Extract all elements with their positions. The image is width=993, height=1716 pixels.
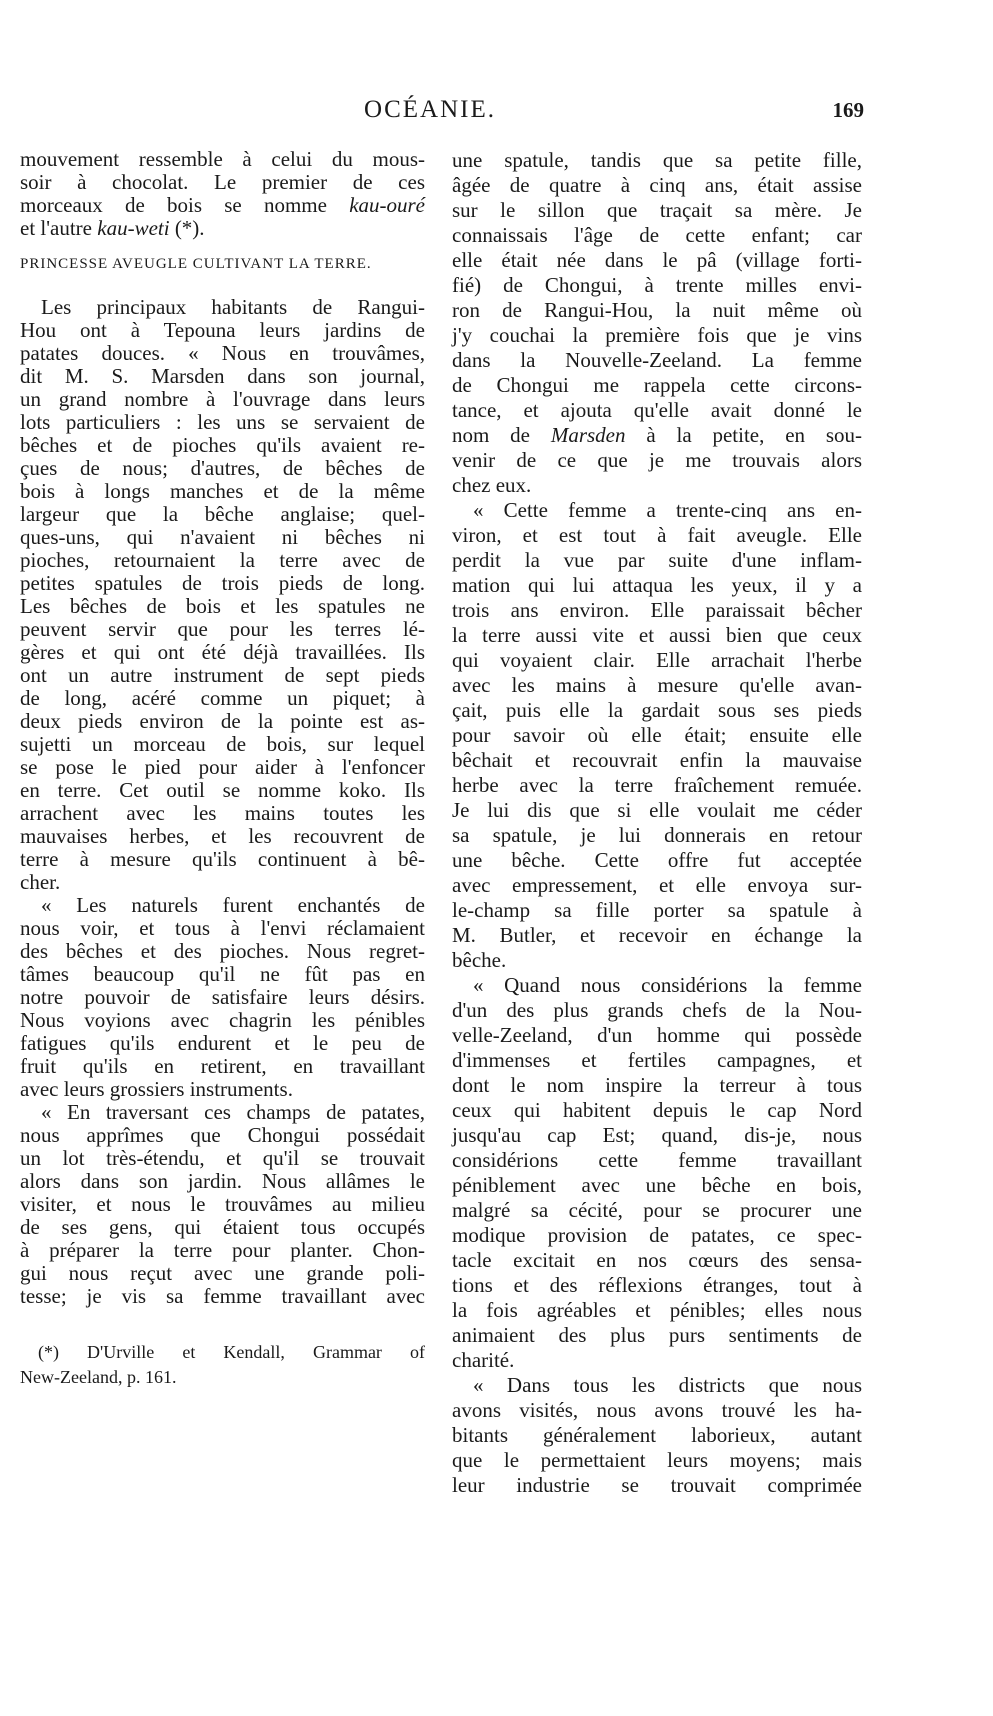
text-line: herbe avec la terre fraîchement remuée. (452, 773, 862, 797)
text-line: qui voyaient clair. Elle arrachait l'herbe (452, 648, 862, 672)
paragraph (452, 498, 862, 973)
text-line: « Quand nous considérions la femme (452, 973, 862, 997)
text-line: bêche. (452, 948, 507, 972)
text-line: la terre aussi vite et aussi bien que ceux (452, 623, 862, 647)
paragraph (452, 1373, 862, 1498)
text-line: des bêches et des pioches. Nous regret- (20, 939, 425, 963)
text-line: nous apprîmes que Chongui possédait (20, 1123, 425, 1147)
text-line: soir à chocolat. Le premier de ces (20, 170, 425, 194)
text-line: à préparer la terre pour planter. Chon- (20, 1238, 425, 1262)
paragraph (452, 973, 862, 1373)
text-line: bêchait et recouvrait enfin la mauvaise (452, 748, 862, 772)
text-line: velle-Zeeland, d'un homme qui possède (452, 1023, 862, 1047)
text-line: un grand nombre à l'ouvrage dans leurs (20, 387, 425, 411)
text-segment: nom de (452, 423, 551, 447)
text-line: çues de nous; d'autres, de bêches de (20, 456, 425, 480)
text-line: alors dans son jardin. Nous allâmes le (20, 1169, 425, 1193)
text-line: modique provision de patates, ce spec- (452, 1223, 862, 1247)
text-line: ques-uns, qui n'avaient ni bêches ni (20, 525, 425, 549)
text-line: arrachent avec les mains toutes les (20, 801, 425, 825)
text-line: considérions cette femme travaillant (452, 1148, 862, 1172)
text-line: mation qui lui attaqua les yeux, il y a (452, 573, 862, 597)
text-line: deux pieds environ de la pointe est as- (20, 709, 425, 733)
text-line: charité. (452, 1348, 515, 1372)
text-line: elle était née dans le pâ (village forti- (452, 248, 862, 272)
text-line: ron de Rangui-Hou, la nuit même où (452, 298, 862, 322)
text-line: gères et qui ont été déjà travaillées. Ils (20, 640, 425, 664)
text-line: dit M. S. Marsden dans son journal, (20, 364, 425, 388)
text-line: de Chongui me rappela cette circons- (452, 373, 862, 397)
text-line: jusqu'au cap Est; quand, dis-je, nous (452, 1123, 862, 1147)
paragraph (20, 296, 425, 894)
paragraph (20, 894, 425, 1101)
text-line: un lot très-étendu, et qu'il se trouvait (20, 1146, 425, 1170)
text-line: j'y couchai la première fois que je vins (452, 323, 862, 347)
text-line: que le permettaient leurs moyens; mais (452, 1448, 862, 1472)
text-segment: morceaux de bois se nomme (20, 193, 350, 217)
text-line: une spatule, tandis que sa petite fille, (452, 148, 862, 172)
text-line: de long, acéré comme un piquet; à (20, 686, 425, 710)
paragraph (20, 148, 425, 240)
text-line: péniblement avec une bêche en bois, (452, 1173, 862, 1197)
paragraph (452, 148, 862, 498)
text-line: avec leurs grossiers instruments. (20, 1077, 293, 1101)
text-line: la fois agréables et pénibles; elles nous (452, 1298, 862, 1322)
italic-text: Marsden (550, 423, 626, 447)
text-line: de ses gens, qui étaient tous occupés (20, 1215, 425, 1239)
text-line: mauvaises herbes, et les recouvrent de (20, 824, 425, 848)
text-line: ont un autre instrument de sept pieds (20, 663, 425, 687)
text-line: Nous voyions avec chagrin les pénibles (20, 1008, 425, 1032)
text-line: peuvent servir que pour les terres lé- (20, 617, 425, 641)
text-line (452, 423, 862, 448)
text-line: le-champ sa fille porter sa spatule à (452, 898, 862, 922)
text-line: tance, et ajouta qu'elle avait donné le (452, 398, 862, 422)
text-line: Je lui dis que si elle voulait me céder (452, 798, 862, 822)
text-line: fruit qu'ils en retirent, en travaillant (20, 1054, 425, 1078)
text-line: bitants généralement laborieux, autant (452, 1423, 862, 1447)
text-line: malgré sa cécité, pour se procurer une (452, 1198, 862, 1222)
text-line: leur industrie se trouvait comprimée (452, 1473, 862, 1497)
text-line: (*) D'Urville et Kendall, Grammar of (20, 1342, 425, 1362)
text-line: d'un des plus grands chefs de la Nou- (452, 998, 862, 1022)
text-line: ceux qui habitent depuis le cap Nord (452, 1098, 862, 1122)
text-line: lots particuliers : les uns se servaient de (20, 410, 425, 434)
text-line: « Cette femme a trente-cinq ans en- (452, 498, 862, 522)
text-line: pioches, retournaient la terre avec de (20, 548, 425, 572)
text-line: petites spatules de trois pieds de long. (20, 571, 425, 595)
text-line (20, 217, 425, 240)
text-line: M. Butler, et recevoir en échange la (452, 923, 862, 947)
text-line: çait, puis elle la gardait sous ses pieds (452, 698, 862, 722)
text-line: avec empressement, et elle envoya sur- (452, 873, 862, 897)
running-header-title: OCÉANIE. (364, 96, 496, 123)
text-line: nous voir, et tous à l'envi réclamaient (20, 916, 425, 940)
text-line: venir de ce que je me trouvais alors (452, 448, 862, 472)
text-line: en terre. Cet outil se nomme koko. Ils (20, 778, 425, 802)
text-line: d'immenses et fertiles campagnes, et (452, 1048, 862, 1072)
text-line: Hou ont à Tepouna leurs jardins de (20, 318, 425, 342)
text-line: « En traversant ces champs de patates, (20, 1100, 425, 1124)
text-line: bêches et de pioches qu'ils avaient re- (20, 433, 425, 457)
text-line: « Les naturels furent enchantés de (20, 893, 425, 917)
text-line: perdit la vue par suite d'une inflam- (452, 548, 862, 572)
section-heading: PRINCESSE AVEUGLE CULTIVANT LA TERRE. (20, 256, 372, 272)
text-line: avons visités, nous avons trouvé les ha- (452, 1398, 862, 1422)
text-line: Les principaux habitants de Rangui- (20, 295, 425, 319)
text-line: se pose le pied pour aider à l'enfoncer (20, 755, 425, 779)
text-line: tions et des réflexions étranges, tout à (452, 1273, 862, 1297)
text-line: chez eux. (452, 473, 532, 497)
footnote (20, 1340, 425, 1390)
text-segment: (*). (169, 216, 205, 240)
text-line: Les bêches de bois et les spatules ne (20, 594, 425, 618)
italic-text: kau-weti (97, 216, 170, 240)
text-line: pour savoir où elle était; ensuite elle (452, 723, 862, 747)
text-line: dans la Nouvelle-Zeeland. La femme (452, 348, 862, 372)
text-line: patates douces. « Nous en trouvâmes, (20, 341, 425, 365)
text-line: terre à mesure qu'ils continuent à bê- (20, 847, 425, 871)
text-segment: à la petite, en sou- (625, 423, 863, 447)
text-line: cher. (20, 870, 61, 894)
text-line: avec les mains à mesure qu'elle avan- (452, 673, 862, 697)
text-line: viron, et est tout à fait aveugle. Elle (452, 523, 862, 547)
text-line: tesse; je vis sa femme travaillant avec (20, 1284, 425, 1308)
text-line: tâmes beaucoup qu'il ne fût pas en (20, 962, 425, 986)
left-column (20, 148, 425, 1308)
paragraph (20, 1101, 425, 1308)
text-line: dont le nom inspire la terreur à tous (452, 1073, 862, 1097)
text-line: animaient des plus purs sentiments de (452, 1323, 862, 1347)
text-line: visiter, et nous le trouvâmes au milieu (20, 1192, 425, 1216)
page-number: 169 (832, 98, 864, 122)
text-line: mouvement ressemble à celui du mous- (20, 147, 425, 171)
text-line: sa spatule, je lui donnerais en retour (452, 823, 862, 847)
text-line: âgée de quatre à cinq ans, était assise (452, 173, 862, 197)
text-line: trois ans environ. Elle paraissait bêcher (452, 598, 862, 622)
text-line: tacle excitait en nos cœurs des sensa- (452, 1248, 862, 1272)
text-line: notre pouvoir de satisfaire leurs désirs. (20, 985, 425, 1009)
text-line: fatigues qu'ils endurent et le peu de (20, 1031, 425, 1055)
text-line (20, 194, 425, 217)
text-line: largeur que la bêche anglaise; quel- (20, 502, 425, 526)
italic-text: kau-ouré (349, 193, 425, 217)
text-line: sujetti un morceau de bois, sur lequel (20, 732, 425, 756)
text-line: bois à longs manches et de la même (20, 479, 425, 503)
text-line: connaissais l'âge de cette enfant; car (452, 223, 862, 247)
right-column (452, 148, 862, 1498)
text-line: New-Zeeland, p. 161. (20, 1367, 177, 1387)
text-line: sur le sillon que traçait sa mère. Je (452, 198, 862, 222)
text-line: fié) de Chongui, à trente milles envi- (452, 273, 862, 297)
text-line: gui nous reçut avec une grande poli- (20, 1261, 425, 1285)
text-line: « Dans tous les districts que nous (452, 1373, 862, 1397)
text-segment: et l'autre (20, 216, 98, 240)
text-line: une bêche. Cette offre fut acceptée (452, 848, 862, 872)
